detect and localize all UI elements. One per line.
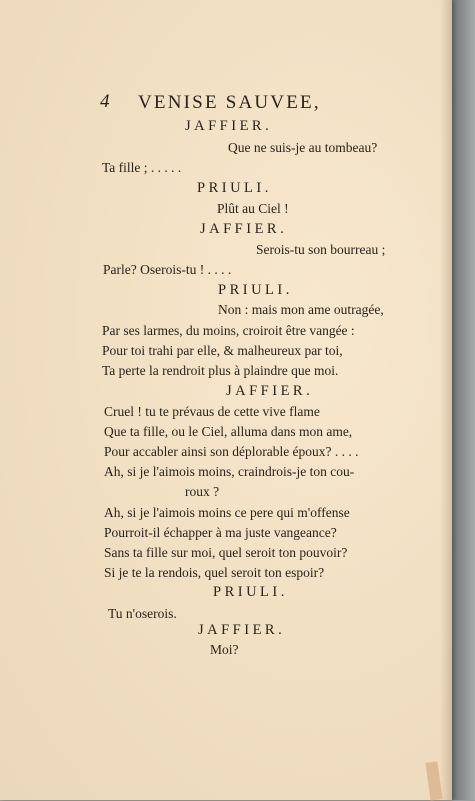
verse-line: Parle? Oserois-tu ! . . . . — [103, 262, 232, 277]
verse-line: Sans ta fille sur moi, quel seroit ton pouvoir? — [104, 545, 348, 560]
verse-line: Que ne suis-je au tombeau? — [228, 140, 378, 155]
verse-line: Que ta fille, ou le Ciel, alluma dans mon ame, — [104, 424, 353, 439]
verse-line: Si je te la rendois, quel seroit ton espoir? — [104, 565, 325, 580]
running-title: VENISE SAUVEE, — [138, 92, 321, 113]
page-shadow — [440, 0, 452, 800]
verse-line: roux ? — [185, 484, 220, 499]
verse-line: Pourroit-il échapper à ma juste vangeance? — [104, 525, 337, 540]
verse-line: Tu n'oserois. — [108, 606, 177, 621]
verse-line: Pour toi trahi par elle, & malheureux par toi, — [102, 343, 343, 358]
speaker-name: JAFFIER. — [185, 118, 273, 134]
page-number: 4 — [100, 91, 110, 112]
verse-line: Pour accabler ainsi son déplorable époux? . . . . — [104, 444, 359, 459]
speaker-name: JAFFIER. — [226, 383, 314, 399]
verse-line: Ta fille ; . . . . . — [102, 160, 182, 175]
verse-line: Non : mais mon ame outragée, — [218, 302, 384, 317]
verse-line: Cruel ! tu te prévaus de cette vive flame — [104, 404, 320, 419]
speaker-name: PRIULI. — [213, 584, 288, 600]
speaker-name: PRIULI. — [218, 282, 293, 298]
verse-line: Ta perte la rendroit plus à plaindre que moi. — [102, 363, 339, 378]
speaker-name: PRIULI. — [197, 180, 272, 196]
speaker-name: JAFFIER. — [200, 221, 288, 237]
verse-line: Ah, si je l'aimois moins ce pere qui m'offense — [104, 505, 350, 520]
verse-line: Plût au Ciel ! — [217, 201, 289, 216]
verse-line: Moi? — [210, 642, 239, 657]
book-edge — [452, 0, 475, 800]
verse-line: Serois-tu son bourreau ; — [256, 242, 386, 257]
verse-line: Par ses larmes, du moins, croiroit être vangée : — [102, 323, 355, 338]
verse-line: Ah, si je l'aimois moins, craindrois-je ton cou- — [104, 464, 355, 479]
speaker-name: JAFFIER. — [198, 622, 286, 638]
